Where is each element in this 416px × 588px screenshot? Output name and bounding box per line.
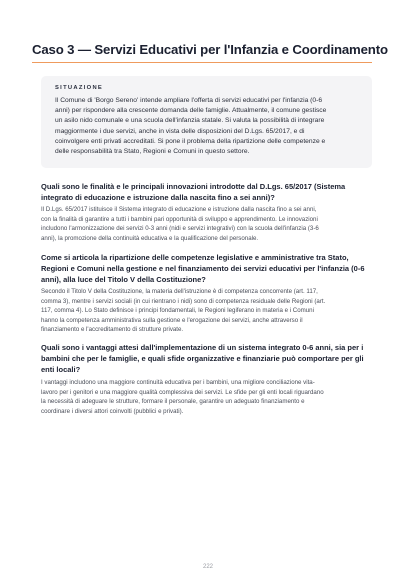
- answer-line: comma 3), mentre i servizi sociali (in cui rientrano i nidi) sono di competenza residuale delle Regioni (art.: [41, 297, 326, 305]
- answer-1: [41, 205, 376, 243]
- answer-3: [41, 378, 376, 416]
- situation-label: SITUAZIONE: [55, 85, 104, 91]
- question-line: Quali sono le finalità e le principali innovazioni introdotte dal D.Lgs. 65/2017 (Sistema: [41, 182, 346, 191]
- answer-line: Il D.Lgs. 65/2017 istituisce il Sistema integrato di educazione e istruzione dalla nascita fino a sei anni,: [41, 206, 317, 213]
- answer-line: lavoro per i genitori e una maggiore qualità complessiva dei servizi. Le sfide per gli enti locali riguardano: [41, 388, 324, 396]
- answer-2: [41, 287, 376, 335]
- answer-line: 117, comma 4). Lo Stato definisce i principi fondamentali, le Regioni legiferano in materia e i Comuni: [41, 307, 314, 314]
- situation-line: Il Comune di 'Borgo Sereno' intende ampliare l'offerta di servizi educativi per l'infanzia (0-6: [55, 97, 323, 104]
- answer-line: includono l'armonizzazione dei servizi 0-3 anni (nidi e servizi integrativi) con la scuola dell'infanzia (3-6: [41, 225, 319, 232]
- question-line: Regioni e Comuni nella gestione e nel finanziamento dei servizi educativi per l'infanzia (0-6: [41, 264, 365, 274]
- answer-line: la necessità di adeguare le strutture, formare il personale, garantire un adeguato finanziamento e: [41, 398, 305, 405]
- answer-line: con la finalità di garantire a tutti i bambini pari opportunità di sviluppo e apprendimento. Le innovazioni: [41, 215, 318, 223]
- question-3: [41, 342, 376, 376]
- question-line: anni), alla luce del Titolo V della Costituzione?: [41, 275, 206, 285]
- answer-line: anni), la promozione della continuità educativa e la qualificazione del personale.: [41, 234, 259, 242]
- page-number: 222: [202, 564, 213, 570]
- question-2: [41, 252, 376, 286]
- answer-line: coordinare i diversi attori coinvolti (pubblici e privati).: [41, 407, 184, 415]
- title-divider: [32, 62, 372, 63]
- answer-line: I vantaggi includono una maggiore continuità educativa per i bambini, una migliore conciliazione vita-: [41, 379, 315, 386]
- case-title: Caso 3 — Servizi Educativi per l'Infanzia e Coordinamento: [32, 42, 388, 57]
- situation-line: coinvolgere enti privati accreditati. Si pone il problema della ripartizione delle competenze e: [55, 137, 326, 145]
- answer-line: hanno la competenza amministrativa sulla gestione e l'erogazione dei servizi, anche attraverso il: [41, 316, 303, 324]
- question-line: integrato di educazione e istruzione dalla nascita fino a sei anni)?: [41, 193, 275, 203]
- situation-line: un asilo nido comunale e una scuola dell'infanzia statale. Si valuta la possibilità di integrare: [55, 117, 325, 125]
- question-1: [41, 181, 376, 203]
- situation-line: delle responsabilità tra Stato, Regioni e Comuni in questo settore.: [55, 148, 250, 156]
- question-line: enti locali?: [41, 365, 81, 375]
- situation-line: anni) per rispondere alla crescente domanda delle famiglie. Attualmente, il comune gestisce: [55, 107, 327, 115]
- situation-text: [55, 96, 363, 157]
- answer-line: finanziamento e l'accreditamento di strutture private.: [41, 326, 184, 333]
- situation-box: [41, 76, 372, 168]
- question-line: bambini che per le famiglie, e quali sfide organizzative e finanziarie può comportare per gli: [41, 354, 364, 364]
- question-line: Come si articola la ripartizione delle competenze legislative e amministrative tra Stato,: [41, 253, 349, 262]
- answer-line: Secondo il Titolo V della Costituzione, la materia dell'istruzione è di competenza concorrente (art. 117,: [41, 288, 318, 295]
- situation-line: maggiormente i due servizi, anche in vista delle disposizioni del D.Lgs. 65/2017, e di: [55, 127, 305, 135]
- question-line: Quali sono i vantaggi attesi dall'implementazione di un sistema integrato 0-6 anni, sia per i: [41, 343, 364, 352]
